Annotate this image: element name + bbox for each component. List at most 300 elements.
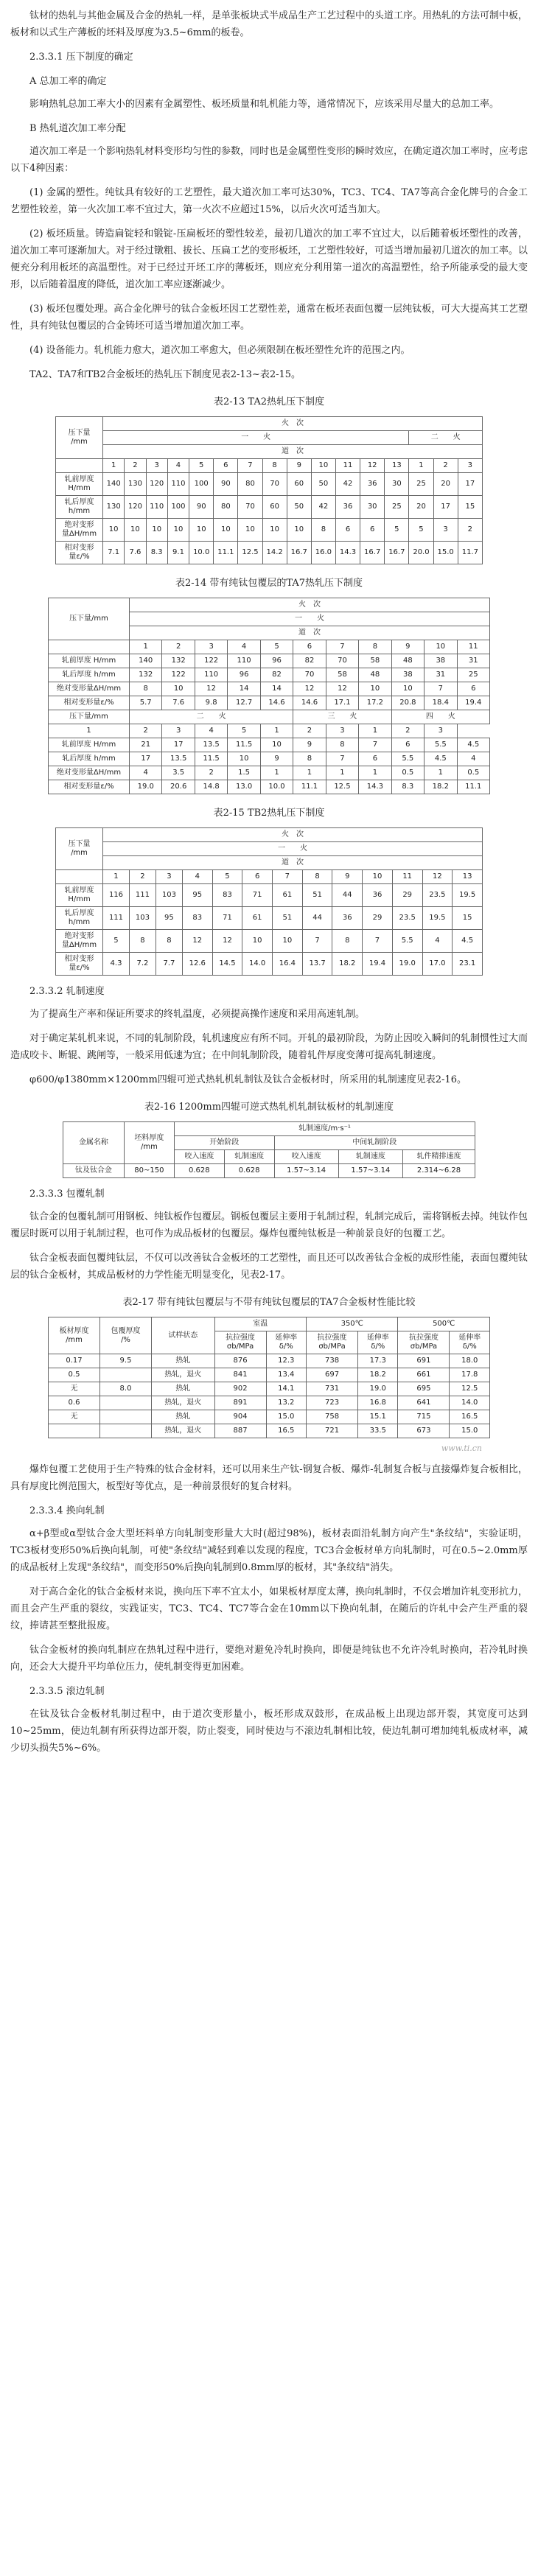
table-cell: 4: [228, 640, 260, 654]
table-cell: 29: [392, 884, 422, 907]
section-heading: 2.3.3.2 轧制速度: [29, 986, 105, 997]
table-cell: 1: [103, 459, 125, 473]
table-cell: 130: [103, 496, 125, 519]
table-cell: 6: [457, 682, 489, 696]
table-row: [56, 496, 483, 519]
table-cell: 1: [103, 870, 130, 884]
table-cell: 697: [307, 1368, 358, 1382]
table-cell: 3: [195, 640, 227, 654]
table-cell: 15: [458, 496, 482, 519]
table-cell: 热轧，退火: [152, 1424, 215, 1438]
table-cell: 902: [214, 1382, 266, 1396]
table-cell: [100, 1424, 152, 1438]
paragraph: 钛合金的包覆轧制可用钢板、纯钛板作包覆层。钢板包覆层主要用于轧制过程，轧制完成后，需将钢板去掉。纯钛作包覆层时既可以用于轧制过程，也可作为成品板材的包覆层。爆炸包覆纯钛板是一种前景良好的包覆工艺。: [10, 1211, 528, 1239]
table-cell: 5: [212, 870, 242, 884]
table-row: [49, 682, 490, 696]
table-cell: 18.2: [425, 780, 457, 794]
table-cell: 1.57~3.14: [338, 1164, 402, 1178]
table-cell: 60: [262, 496, 287, 519]
table-cell: 20: [433, 473, 458, 496]
table-cell: 691: [398, 1354, 450, 1368]
table-cell: 95: [182, 884, 212, 907]
table-header: 道 次: [130, 626, 490, 640]
table-cell: 10: [189, 519, 214, 542]
table-cell: 10: [287, 519, 311, 542]
list-item: (1) 金属的塑性。纯钛具有较好的工艺塑性，最大道次加工率可达30%，TC3、TC4、TA7等高合金化牌号的合金工艺塑性较差，第一火次加工率不宜过大，第一火次不应超过15%，以后火次可适当加大。: [10, 187, 528, 215]
table-cell: 721: [307, 1424, 358, 1438]
table-header: 道 次: [103, 856, 483, 870]
table-row: [63, 1164, 475, 1178]
table-row: [49, 780, 490, 794]
table-header: 开始阶段: [174, 1136, 274, 1150]
table-header: 延伸率 δ/%: [358, 1331, 398, 1354]
table-cell: 4.3: [103, 953, 130, 976]
table-cell: 0.5: [391, 766, 424, 780]
table-header: 轧制速度: [338, 1150, 402, 1164]
table-cell: 673: [398, 1424, 450, 1438]
intro-paragraph: 钛材的热轧与其他金属及合金的热轧一样，是单张板块式半成品生产工艺过程中的头道工序。用热轧的方法可制中板，板材和以式生产薄板的坯料及厚度为3.5~6mm的板卷。: [10, 10, 528, 38]
table-cell: 23.5: [392, 907, 422, 930]
table-header: 三 火: [293, 710, 391, 724]
row-label: 轧前厚度 H/mm: [56, 884, 103, 907]
table-cell: 140: [130, 654, 162, 668]
row-label: 轧后厚度 h/mm: [49, 668, 130, 682]
table-cell: 11.1: [214, 542, 238, 564]
table-cell: 12: [293, 682, 326, 696]
table-cell: 18.2: [332, 953, 363, 976]
table-cell: 16.4: [273, 953, 303, 976]
table-cell: 7.6: [162, 696, 195, 710]
paragraph: 为了提高生产率和保证所要求的终轧温度，必须提高操作速度和采用高速轧制。: [29, 1009, 366, 1020]
table-caption: 表2-15 TB2热轧压下制度: [213, 808, 325, 819]
table-header: 火 次: [103, 417, 483, 431]
table-cell: 8.0: [100, 1382, 152, 1396]
table-cell: 2: [458, 519, 482, 542]
section-heading: 2.3.3.1 压下制度的确定: [29, 52, 133, 63]
table-cell: 0.17: [49, 1354, 100, 1368]
table-header: 一 火: [103, 431, 409, 445]
table-cell: 11: [335, 459, 360, 473]
table-cell: 904: [214, 1410, 266, 1424]
table-header: 压下量 /mm: [56, 828, 103, 870]
table-cell: 111: [103, 907, 130, 930]
table-cell: 2: [125, 459, 146, 473]
table-cell: 60: [287, 473, 311, 496]
table-cell: 12: [212, 930, 242, 953]
table-cell: 83: [212, 884, 242, 907]
table-cell: 9: [260, 752, 293, 766]
table-cell: 16.7: [385, 542, 409, 564]
table-cell: 11.5: [195, 752, 227, 766]
table-cell: 33.5: [358, 1424, 398, 1438]
table-cell: 4.5: [453, 930, 483, 953]
table-cell: 13.5: [162, 752, 195, 766]
subsection-heading: A 总加工率的确定: [29, 76, 107, 87]
table-header: 轧制速度/m·s⁻¹: [174, 1122, 475, 1136]
table-row: [56, 459, 483, 473]
table-cell: 130: [125, 473, 146, 496]
table-cell: 19.5: [453, 884, 483, 907]
table-cell: 110: [195, 668, 227, 682]
table-cell: 80: [214, 496, 238, 519]
paragraph: 在钛及钛合金板材轧制过程中，由于道次变形量小，板坯形成双鼓形，在成品板上出现边部开裂，其宽度可达到10~25mm，使边轧制有所获得边部开裂，防止裂变，同时使边与不滚边轧制相比较，使边轧制可增加纯轧板成材率，减少切头损失5%~6%。: [10, 1709, 528, 1754]
table-2-15: [55, 827, 483, 976]
table-row: [56, 519, 483, 542]
table-cell: 70: [262, 473, 287, 496]
table-cell: 110: [228, 654, 260, 668]
table-row: [56, 907, 483, 930]
table-cell: 7.6: [125, 542, 146, 564]
table-cell: 16.7: [360, 542, 385, 564]
table-cell: 14: [228, 682, 260, 696]
table-cell: 110: [167, 473, 189, 496]
table-cell: 25: [385, 496, 409, 519]
table-cell: 44: [332, 884, 363, 907]
table-cell: 0.5: [49, 1368, 100, 1382]
table-cell: 8: [262, 459, 287, 473]
table-cell: 20: [409, 496, 433, 519]
table-row: [49, 654, 490, 668]
table-2-17: [48, 1317, 490, 1438]
table-cell: 热轧: [152, 1382, 215, 1396]
table-row: [49, 1354, 490, 1368]
table-cell: 8: [130, 682, 162, 696]
row-label: [56, 459, 103, 473]
paragraph: 爆炸包覆工艺使用于生产特殊的钛合金材料，还可以用来生产钛-钢复合板、爆炸-轧制复合板与直接爆炸复合板相比，具有厚度比例范围大，板型好等优点，是一种前景很好的复合材料。: [10, 1464, 528, 1492]
list-item: (2) 板坯质量。铸造扁锭轻和锻锭-压扁板坯的塑性较差，最初几道次的加工率不宜过大，以后随着板坯塑性的改善，道次加工率可逐渐加大。对于经过镦粗、拔长、压扁工艺的变形板坯，工艺塑性较好，可适当增加最初几道次的加工率。以便充分利用板坯的高温塑性。对于已经过开坯工序的薄板坯，则应充分利用第一道次的高温塑性，给予所能承受的最大变形，以后随着温度的降低，道次加工率应逐渐减少。: [10, 228, 528, 290]
table-cell: 7.7: [156, 953, 182, 976]
table-row: [49, 724, 490, 738]
table-cell: 1: [425, 766, 457, 780]
table-cell: 0.628: [224, 1164, 274, 1178]
table-cell: 6: [242, 870, 273, 884]
table-caption: 表2-14 带有纯钛包覆层的TA7热轧压下制度: [175, 578, 363, 589]
table-cell: 1: [260, 724, 293, 738]
table-cell: 0.5: [457, 766, 489, 780]
table-cell: 2: [391, 724, 424, 738]
table-cell: 6: [214, 459, 238, 473]
table-cell: 1.5: [228, 766, 260, 780]
table-cell: 热轧，退火: [152, 1396, 215, 1410]
list-item: (4) 设备能力。轧机能力愈大，道次加工率愈大，但必须限制在板坯塑性允许的范围之内。: [29, 345, 411, 356]
table-row: [56, 930, 483, 953]
table-cell: 44: [302, 907, 332, 930]
table-header: 咬入速度: [274, 1150, 338, 1164]
table-cell: 80: [238, 473, 262, 496]
table-cell: 5.5: [425, 738, 457, 752]
table-cell: 4: [130, 766, 162, 780]
table-cell: 11.1: [457, 780, 489, 794]
table-cell: 23.1: [453, 953, 483, 976]
table-header: 火 次: [130, 598, 490, 612]
table-cell: 10: [103, 519, 125, 542]
table-2-16: [63, 1121, 475, 1178]
table-cell: 19.4: [457, 696, 489, 710]
table-cell: 14.0: [242, 953, 273, 976]
table-cell: 10.0: [189, 542, 214, 564]
table-cell: 10: [238, 519, 262, 542]
table-cell: 16.5: [450, 1410, 490, 1424]
table-cell: 58: [326, 668, 358, 682]
table-header: 延伸率 δ/%: [450, 1331, 490, 1354]
table-cell: 8: [359, 640, 391, 654]
table-cell: 1: [49, 724, 130, 738]
table-cell: 61: [242, 907, 273, 930]
table-cell: 19.0: [392, 953, 422, 976]
table-header: 二 火: [409, 431, 483, 445]
table-cell: 18.0: [450, 1354, 490, 1368]
table-cell: 103: [129, 907, 156, 930]
table-cell: 14.3: [335, 542, 360, 564]
table-cell: 8: [293, 752, 326, 766]
table-header: 火 次: [103, 828, 483, 842]
table-cell: 2: [195, 766, 227, 780]
table-cell: 热轧: [152, 1354, 215, 1368]
table-header: 试样状态: [152, 1317, 215, 1354]
table-cell: 71: [242, 884, 273, 907]
table-cell: 12: [182, 930, 212, 953]
table-cell: [100, 1368, 152, 1382]
table-cell: 58: [359, 654, 391, 668]
table-cell: 3: [425, 724, 457, 738]
table-cell: 2: [129, 870, 156, 884]
table-cell: 51: [273, 907, 303, 930]
table-cell: 3: [433, 519, 458, 542]
table-cell: 16.0: [311, 542, 335, 564]
table-cell: 11: [392, 870, 422, 884]
table-cell: 10: [311, 459, 335, 473]
row-label: 轧前厚度 H/mm: [49, 654, 130, 668]
table-cell: 3: [458, 459, 482, 473]
table-cell: 4: [182, 870, 212, 884]
table-cell: 13.5: [195, 738, 227, 752]
table-cell: 1.57~3.14: [274, 1164, 338, 1178]
paragraph: 影响热轧总加工率大小的因素有金属塑性、板坯质量和轧机能力等，通常情况下，应该采用尽量大的总加工率。: [29, 99, 500, 110]
table-cell: 20.0: [409, 542, 433, 564]
paragraph: α+β型或α型钛合金大型坯料单方向轧制变形量大大时(超过98%)，板材表面沿轧制方向产生"条纹结"，实验证明，TC3板材变形50%后换向轧制，可使"条纹结"减轻到难以发现的程度，TC3合金板材单方向轧制时，可在0.5~2.0mm厚的成品板材上发现"条纹结"，而变形50%后换向轧制到0.8mm厚的板材，其"条纹结"消失。: [10, 1528, 528, 1573]
table-cell: 738: [307, 1354, 358, 1368]
table-cell: 758: [307, 1410, 358, 1424]
table-cell: 36: [332, 907, 363, 930]
table-cell: 1: [260, 766, 293, 780]
table-row: [56, 542, 483, 564]
table-row: [49, 696, 490, 710]
table-cell: 9: [287, 459, 311, 473]
table-cell: 15.1: [358, 1410, 398, 1424]
table-cell: 891: [214, 1396, 266, 1410]
table-cell: 5: [189, 459, 214, 473]
table-cell: 17: [458, 473, 482, 496]
table-cell: 6: [391, 738, 424, 752]
table-caption: 表2-16 1200mm四辊可逆式热轧机轧制钛板材的轧制速度: [144, 1102, 394, 1113]
table-cell: 70: [326, 654, 358, 668]
table-cell: 12.5: [238, 542, 262, 564]
table-cell: 9.1: [167, 542, 189, 564]
table-cell: 8: [332, 930, 363, 953]
table-header: 咬入速度: [174, 1150, 224, 1164]
table-cell: 887: [214, 1424, 266, 1438]
table-cell: 2: [433, 459, 458, 473]
table-cell: 4: [457, 752, 489, 766]
table-cell: 11.1: [293, 780, 326, 794]
paragraph: TA2、TA7和TB2合金板坯的热轧压下制度见表2-13~表2-15。: [29, 369, 301, 380]
table-cell: 695: [398, 1382, 450, 1396]
table-header: 压下量/mm: [49, 710, 130, 724]
table-cell: 16.8: [358, 1396, 398, 1410]
table-cell: 3: [326, 724, 358, 738]
table-cell: 5.5: [391, 752, 424, 766]
table-row: [49, 1396, 490, 1410]
table-cell: 无: [49, 1410, 100, 1424]
table-row: [49, 766, 490, 780]
table-cell: 7: [302, 930, 332, 953]
table-cell: 7: [326, 752, 358, 766]
table-cell: 16.5: [266, 1424, 306, 1438]
table-header: 道 次: [103, 445, 483, 459]
table-cell: 25: [457, 668, 489, 682]
table-cell: 3: [162, 724, 195, 738]
table-row: [56, 884, 483, 907]
table-cell: 71: [212, 907, 242, 930]
table-cell: 6: [335, 519, 360, 542]
table-cell: 661: [398, 1368, 450, 1382]
table-cell: 715: [398, 1410, 450, 1424]
table-cell: [100, 1410, 152, 1424]
section-heading: 2.3.3.3 包覆轧制: [29, 1189, 105, 1200]
row-label: 绝对变形 量ΔH/mm: [56, 930, 103, 953]
table-cell: 17.2: [359, 696, 391, 710]
row-label: 绝对变形 量ΔH/mm: [56, 519, 103, 542]
table-cell: 7: [238, 459, 262, 473]
table-header: 金属名称: [63, 1122, 125, 1164]
table-cell: 21: [130, 738, 162, 752]
table-cell: 38: [391, 668, 424, 682]
row-label: [56, 870, 103, 884]
table-cell: 14.1: [266, 1382, 306, 1396]
table-cell: 10: [391, 682, 424, 696]
table-cell: 12: [422, 870, 453, 884]
table-cell: 0.6: [49, 1396, 100, 1410]
table-cell: 7.2: [129, 953, 156, 976]
table-cell: 2.314~6.28: [403, 1164, 475, 1178]
table-cell: 1: [326, 766, 358, 780]
table-cell: 116: [103, 884, 130, 907]
table-cell: 12: [195, 682, 227, 696]
table-cell: 7: [359, 738, 391, 752]
table-cell: 8: [129, 930, 156, 953]
table-cell: 13.4: [266, 1368, 306, 1382]
table-cell: 42: [311, 496, 335, 519]
table-cell: 5: [385, 519, 409, 542]
table-2-13: [55, 416, 483, 564]
table-cell: 8.3: [391, 780, 424, 794]
table-cell: 31: [425, 668, 457, 682]
table-cell: 90: [189, 496, 214, 519]
table-cell: 70: [293, 668, 326, 682]
table-header: 500℃: [398, 1317, 490, 1331]
table-cell: 11.7: [458, 542, 482, 564]
table-cell: 132: [162, 654, 195, 668]
table-cell: 6: [293, 640, 326, 654]
table-cell: 4.5: [425, 752, 457, 766]
table-cell: 38: [425, 654, 457, 668]
table-cell: 48: [391, 654, 424, 668]
table-row: [49, 640, 490, 654]
row-label: 相对变形 量ε/%: [56, 542, 103, 564]
table-cell: 20.8: [391, 696, 424, 710]
table-cell: 无: [49, 1382, 100, 1396]
table-cell: 36: [335, 496, 360, 519]
table-cell: 120: [125, 496, 146, 519]
table-cell: 5: [228, 724, 260, 738]
table-cell: 1: [359, 724, 391, 738]
table-cell: 42: [335, 473, 360, 496]
table-header: 压下量/mm: [49, 598, 130, 640]
table-header: 轧制速度: [224, 1150, 274, 1164]
table-cell: 17: [433, 496, 458, 519]
row-label: 绝对变形量ΔH/mm: [49, 766, 130, 780]
table-cell: 9: [293, 738, 326, 752]
table-2-14: [48, 598, 490, 794]
table-cell: 82: [260, 668, 293, 682]
table-cell: 9.8: [195, 696, 227, 710]
table-cell: [49, 1424, 100, 1438]
row-label: 轧后厚度 h/mm: [56, 907, 103, 930]
row-label: 相对变形量ε/%: [49, 780, 130, 794]
row-label: 绝对变形量ΔH/mm: [49, 682, 130, 696]
table-cell: 10.0: [260, 780, 293, 794]
table-cell: 15.0: [433, 542, 458, 564]
table-cell: 14: [260, 682, 293, 696]
table-cell: 2: [293, 724, 326, 738]
table-cell: 20.6: [162, 780, 195, 794]
table-cell: 3: [146, 459, 167, 473]
table-cell: 5: [409, 519, 433, 542]
row-label: 相对变形量ε/%: [49, 696, 130, 710]
table-cell: 10: [167, 519, 189, 542]
table-cell: 10: [260, 738, 293, 752]
section-heading: 2.3.3.4 换向轧制: [29, 1505, 105, 1516]
table-cell: 9.5: [100, 1354, 152, 1368]
table-cell: 13: [385, 459, 409, 473]
paragraph: 对于高合金化的钛合金板材来说，换向压下率不宜太小，如果板材厚度太薄，换向轧制时，不仅会增加许轧变形抗力，而且会产生严重的裂纹，实践证实，TC3、TC4、TC7等合金在10mm以下换向轧制，在随后的许轧中会产生严重的裂纹，捧请甚至整批报废。: [10, 1586, 528, 1631]
table-cell: 11: [457, 640, 489, 654]
table-header: 四 火: [391, 710, 489, 724]
table-cell: 7: [273, 870, 303, 884]
table-header: 压下量 /mm: [56, 417, 103, 459]
table-cell: 31: [457, 654, 489, 668]
table-cell: 30: [360, 496, 385, 519]
table-cell: 7: [425, 682, 457, 696]
table-cell: 8: [302, 870, 332, 884]
table-cell: 3: [156, 870, 182, 884]
table-cell: 4: [195, 724, 227, 738]
table-cell: 15.0: [450, 1424, 490, 1438]
table-cell: 5.7: [130, 696, 162, 710]
table-row: [49, 668, 490, 682]
table-cell: 95: [156, 907, 182, 930]
row-label: [49, 640, 130, 654]
table-cell: 14.2: [262, 542, 287, 564]
table-cell: 14.0: [450, 1396, 490, 1410]
table-cell: 15: [453, 907, 483, 930]
table-cell: 122: [162, 668, 195, 682]
table-cell: 110: [146, 496, 167, 519]
table-cell: 111: [129, 884, 156, 907]
paragraph: φ600/φ1380mm×1200mm四辊可逆式热轧机轧制钛及钛合金板材时，所采用的轧制速度见表2-16。: [29, 1074, 467, 1085]
table-cell: 10: [363, 870, 393, 884]
table-cell: 5.5: [392, 930, 422, 953]
